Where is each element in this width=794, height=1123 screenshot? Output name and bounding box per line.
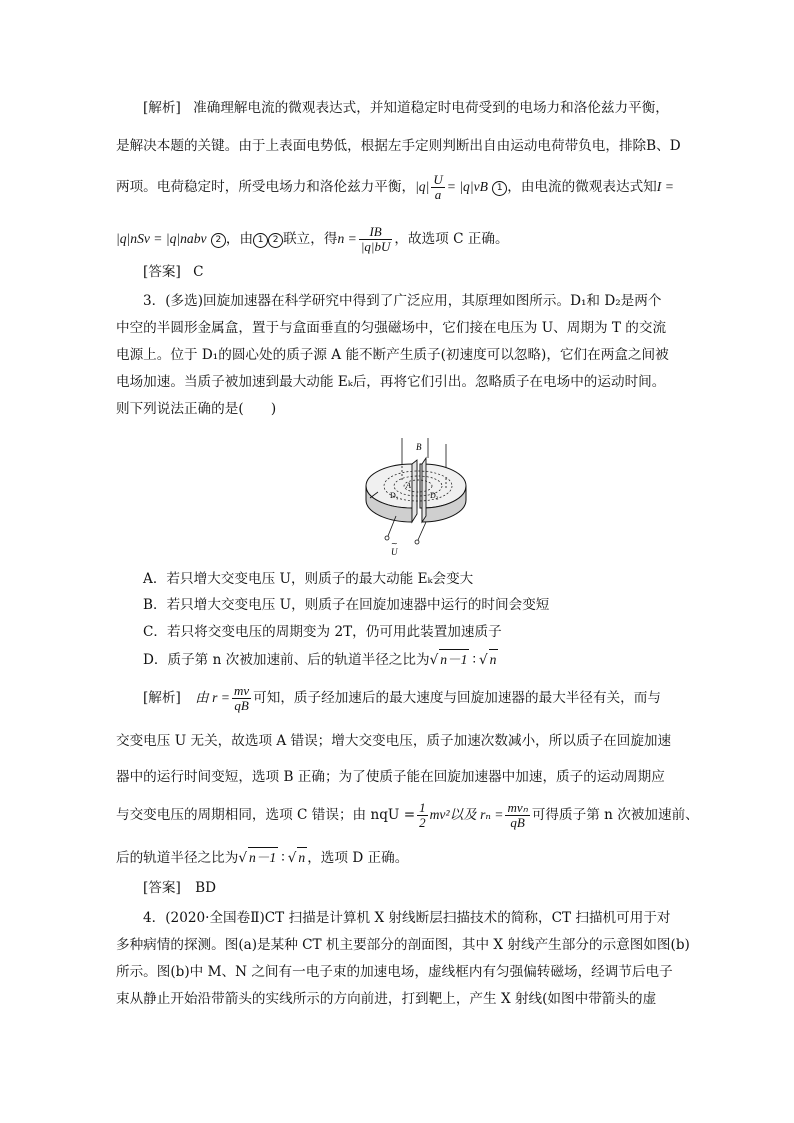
analysis-line-1	[143, 98, 669, 118]
fraction-numerator: IB	[359, 225, 393, 240]
fraction-mvn-over-qb	[505, 801, 529, 830]
fraction-denominator: 2	[419, 815, 426, 830]
answer-line-1	[143, 262, 204, 282]
circled-number: 2	[211, 233, 226, 248]
text-segment: 可得质子第 n 次被加速前、	[531, 807, 699, 823]
text-segment: 与交变电压的周期相同，选项 C 错误；由 nqU =	[116, 807, 416, 823]
ratio-colon: ∶	[472, 652, 476, 668]
circled-number: 1	[492, 181, 507, 196]
analysis-line-4	[116, 225, 509, 254]
question-3-line-4: 电场加速。当质子被加速到最大动能 Eₖ后，再将它们引出。忽略质子在电场中的运动时间。	[116, 374, 666, 390]
math-segment: |q|	[415, 179, 430, 194]
math-segment: n =	[337, 231, 357, 246]
sqrt-icon: √	[238, 850, 248, 866]
question-4-line-4: 束从静止开始沿带箭头的实线所示的方向前进，打到靶上，产生 X 射线(如图中带箭头的虚	[116, 991, 657, 1007]
sqrt-icon: √	[478, 652, 488, 668]
label-d2: D₂	[430, 491, 439, 500]
source-label-a: A	[406, 481, 411, 490]
fraction-one-half	[417, 801, 428, 830]
question-4-line-2: 多种病情的探测。图(a)是某种 CT 机主要部分的剖面图，其中 X 射线产生部分的示意图如图(b)	[116, 937, 690, 953]
text-segment: 后的轨道半径之比为	[116, 850, 239, 866]
option-c: C．若只将交变电压的周期变为 2T，仍可用此装置加速质子	[143, 624, 502, 640]
option-d	[143, 649, 498, 670]
option-b: B．若只增大交变电压 U，则质子在回旋加速器中运行的时间会变短	[143, 597, 550, 613]
text-segment: 可知，质子经加速后的最大速度与回旋加速器的最大半径有关，而与	[253, 690, 661, 706]
fraction-mv-over-qb	[232, 684, 251, 713]
fraction-ib-over-qbu	[359, 225, 393, 254]
text-segment: ，故选项 C 正确。	[394, 231, 509, 247]
analysis-tag: [解析]	[143, 100, 181, 116]
answer-line-2	[143, 878, 216, 898]
ac-tilde-icon: ~	[391, 539, 398, 548]
sqrt-radicand: n－1	[248, 847, 278, 868]
analysis-2-line-2: 交变电压 U 无关，故选项 A 错误；增大交变电压，质子加速次数减小，所以质子在回旋加速	[116, 733, 672, 749]
text-segment: 两项。电荷稳定时，所受电场力和洛伦兹力平衡，	[116, 179, 416, 195]
fraction-u-over-a	[431, 173, 444, 202]
sqrt-radicand: n	[489, 649, 499, 670]
text-segment: 联立，得	[283, 231, 338, 247]
answer-tag: [答案]	[143, 264, 181, 280]
fraction-numerator: 1	[419, 800, 426, 815]
ac-voltage-label: U	[391, 547, 398, 557]
sqrt-icon: √	[287, 850, 297, 866]
analysis-line-3	[116, 173, 674, 202]
math-segment: |q|nSv = |q|nabv	[116, 231, 207, 246]
question-3-line-3: 电源上。位于 D₁的圆心处的质子源 A 能不断产生质子(初速度可以忽略)，它们在两盒之间被	[116, 347, 669, 363]
math-segment: = |q|vB	[446, 179, 488, 194]
analysis-2-line-5	[116, 847, 408, 868]
answer-value: C	[193, 264, 204, 280]
question-4-line-3: 所示。图(b)中 M、N 之间有一电子束的加速电场，虚线框内有匀强偏转磁场，经调节后电子	[116, 964, 673, 980]
analysis-2-line-3: 器中的运行时间变短，选项 B 正确；为了使质子能在回旋加速器中加速，质子的运动周期应	[116, 769, 665, 785]
analysis-tag: [解析]	[143, 690, 181, 706]
text-segment: ，选项 D 正确。	[307, 850, 409, 866]
math-segment: I =	[656, 179, 674, 194]
cyclotron-diagram	[360, 436, 470, 558]
text-segment: D．质子第 n 次被加速前、后的轨道半径之比为	[143, 652, 430, 668]
circled-number: 2	[268, 233, 283, 248]
option-a: A．若只增大交变电压 U，则质子的最大动能 Eₖ会变大	[143, 571, 474, 587]
ratio-colon: ∶	[281, 850, 285, 866]
math-segment: mv²以及 rₙ =	[429, 807, 504, 822]
fraction-numerator: mv	[233, 683, 250, 698]
analysis-2-line-1	[143, 684, 661, 713]
fraction-denominator: a	[434, 187, 442, 202]
math-segment: 由 r =	[195, 690, 230, 705]
text-segment: ，由	[225, 231, 254, 247]
fraction-denominator: qB	[234, 698, 249, 713]
analysis-2-line-4	[116, 801, 699, 830]
label-d1: D₁	[390, 491, 399, 500]
fraction-numerator: mvₙ	[507, 800, 528, 815]
question-3-line-5: 则下列说法正确的是( )	[116, 401, 277, 417]
question-3-line-1: 3．(多选)回旋加速器在科学研究中得到了广泛应用，其原理如图所示。D₁和 D₂是两个	[143, 293, 662, 309]
text-segment: ，由电流的微观表达式知	[507, 179, 657, 195]
fraction-denominator: |q|bU	[360, 239, 391, 254]
sqrt-radicand: n	[297, 847, 307, 868]
analysis-text: 准确理解电流的微观表达式，并知道稳定时电荷受到的电场力和洛伦兹力平衡，	[193, 100, 669, 116]
answer-value: BD	[195, 880, 217, 896]
circled-number: 1	[253, 233, 268, 248]
fraction-denominator: qB	[510, 815, 525, 830]
analysis-line-2: 是解决本题的关键。由于上表面电势低，根据左手定则判断出自由运动电荷带负电，排除B、D	[116, 138, 681, 154]
question-4-line-1: 4．(2020·全国卷Ⅱ)CT 扫描是计算机 X 射线断层扫描技术的简称，CT 扫描机可用于对	[143, 910, 671, 926]
sqrt-radicand: n－1	[439, 649, 469, 670]
answer-tag: [答案]	[143, 880, 181, 896]
fraction-numerator: U	[433, 172, 443, 187]
field-label-b: B	[416, 442, 422, 452]
sqrt-icon: √	[429, 652, 439, 668]
question-3-line-2: 中空的半圆形金属盒，置于与盒面垂直的匀强磁场中，它们接在电压为 U、周期为 T 的交流	[116, 320, 667, 336]
